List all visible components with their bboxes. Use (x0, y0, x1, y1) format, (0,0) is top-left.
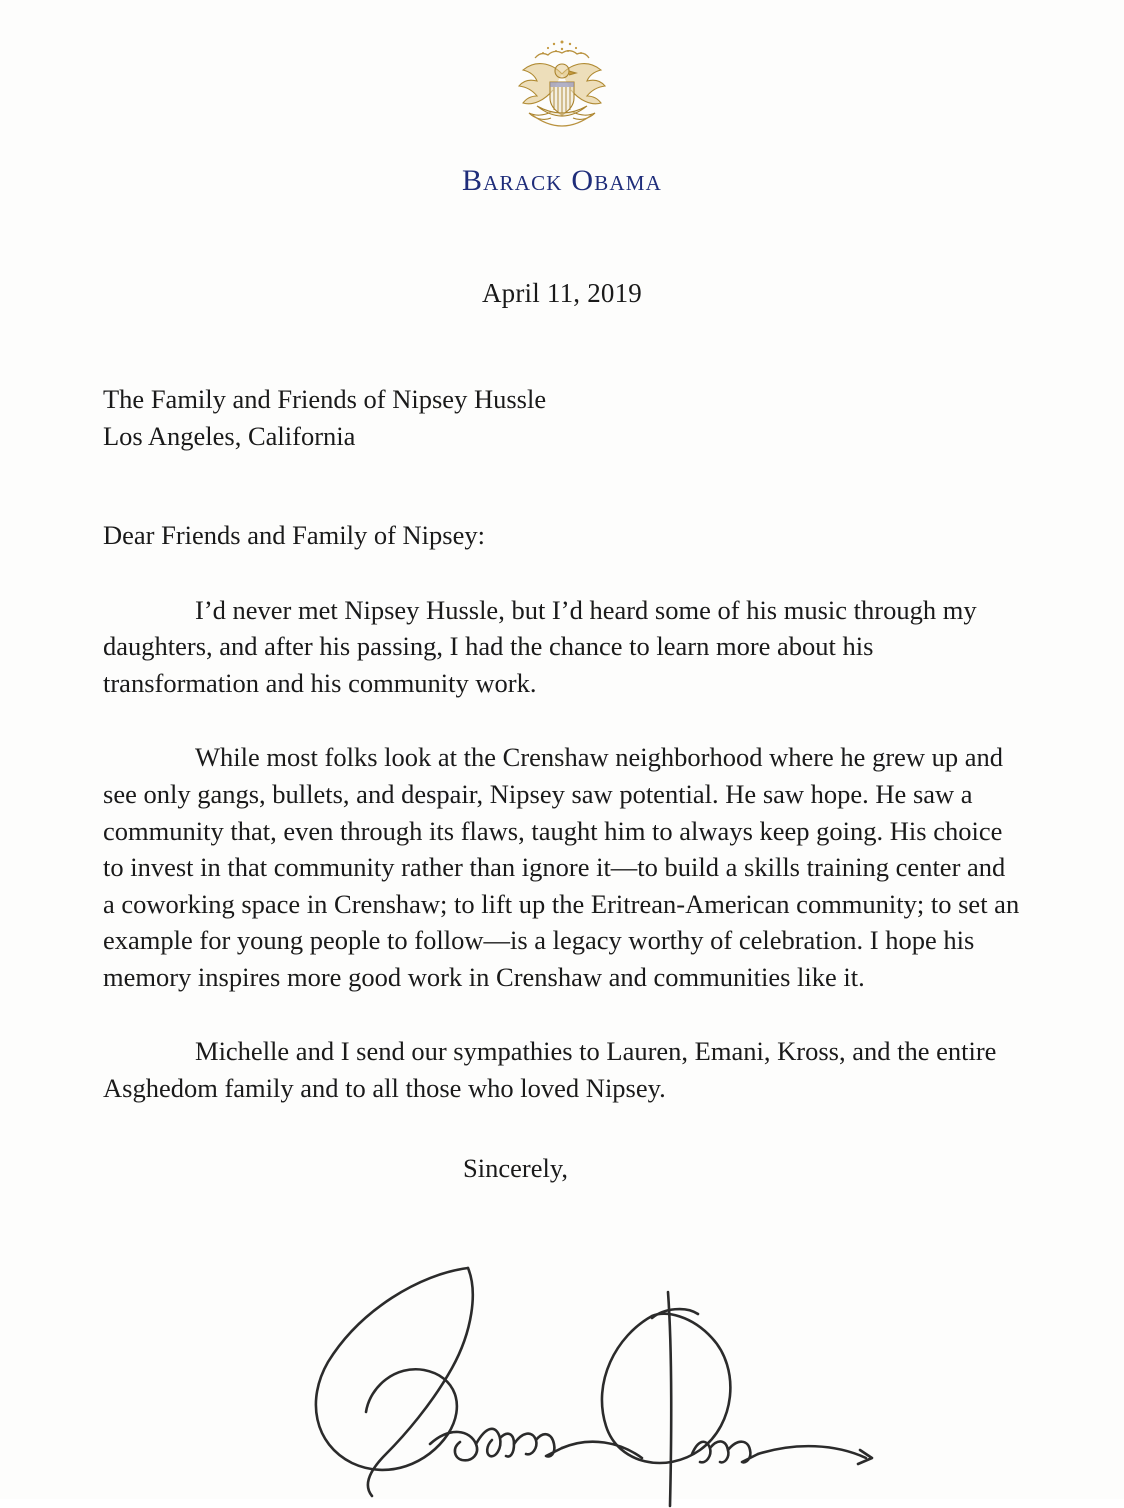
addressee-line: The Family and Friends of Nipsey Hussle (103, 384, 547, 414)
handwritten-signature-barack-obama (300, 1258, 900, 1498)
letter-body (0, 381, 1124, 1187)
letter-date: April 11, 2019 (481, 278, 643, 308)
presidential-seal-eagle-icon (507, 34, 617, 144)
addressee-line: Los Angeles, California (103, 420, 356, 451)
letterhead-name: Barack Obama (461, 164, 663, 197)
body-paragraph: Michelle and I send our sympathies to Lauren, Emani, Kross, and the entire Asghedom family and to all those who loved Nipsey. (103, 1036, 997, 1103)
salutation: Dear Friends and Family of Nipsey: (103, 520, 485, 551)
body-paragraph: I’d never met Nipsey Hussle, but I’d heard some of his music through my daughters, and after his passing, I had the chance to learn more about his transformation and his community work. (103, 594, 977, 698)
body-paragraph: While most folks look at the Crenshaw neighborhood where he grew up and see only gangs, bullets, and despair, Nipsey saw potential. He saw hope. He saw a community that, even through its flaws, taught him to always keep going. His choice to invest in that community rather than ignore it—to build a skills training center and a coworking space in Crenshaw; to lift up the Eritrean-American community; to set an example for young people to follow—is a legacy worthy of celebration. I hope his memory inspires more good work in Crenshaw and communities like it. (103, 742, 1020, 992)
letterhead (0, 0, 1124, 198)
closing-line: Sincerely, (463, 1153, 568, 1184)
addressee-block (103, 381, 1022, 454)
